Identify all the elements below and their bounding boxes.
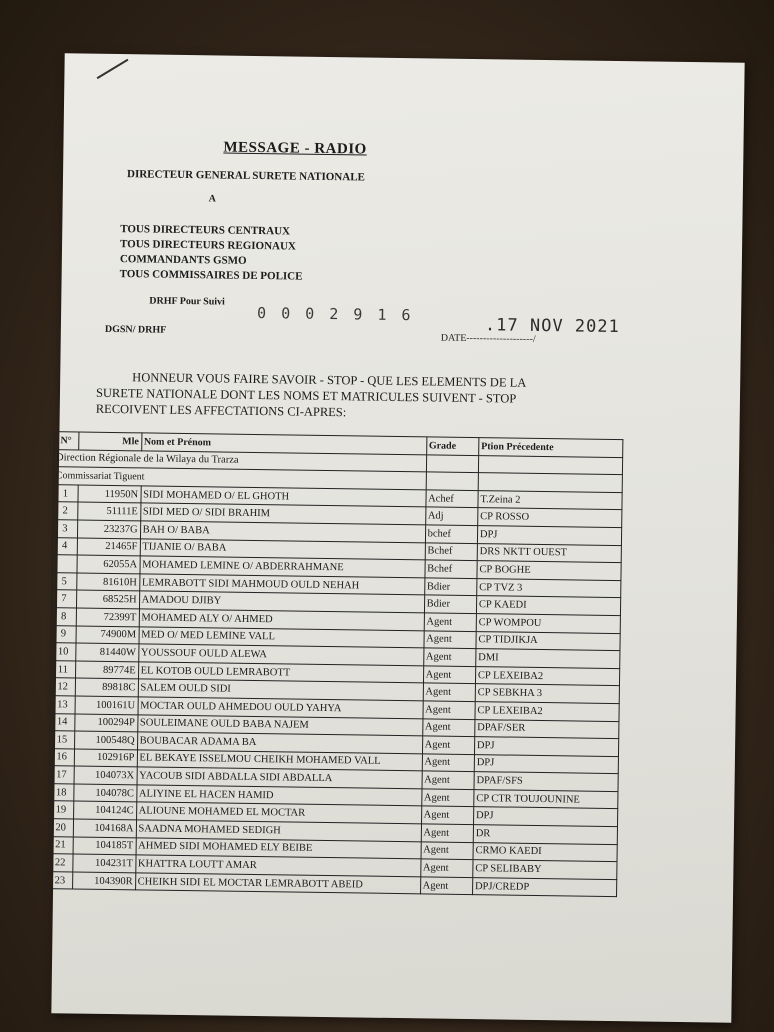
row-name: SAADNA MOHAMED SEDIGH: [136, 820, 421, 842]
row-previous-position: CP LEXEIBA2: [475, 701, 619, 721]
message-body: [96, 369, 577, 424]
row-name: BOUBACAR ADAMA BA: [137, 732, 422, 754]
reference-number: 0 0 0 2 9 1 6: [257, 304, 414, 325]
row-matricule: 72399T: [76, 608, 139, 626]
row-number: 14: [50, 713, 75, 731]
row-matricule: 23237G: [77, 520, 140, 538]
row-name: YOUSSOUF OULD ALEWA: [138, 644, 423, 666]
row-grade: Agent: [424, 613, 477, 631]
dgsn-label: DGSN/ DRHF: [104, 323, 167, 336]
row-matricule: 104168A: [73, 819, 136, 837]
row-name: AHMED SIDI MOHAMED ELY BEIBE: [136, 838, 421, 860]
row-previous-position: DPJ: [474, 754, 618, 774]
row-previous-position: DPJ: [473, 807, 617, 827]
row-grade: Bdier: [424, 595, 477, 613]
date-label: DATE--------------------/: [440, 332, 536, 345]
row-number: 22: [48, 854, 73, 872]
row-grade: Agent: [423, 683, 476, 701]
row-matricule: 104078C: [73, 784, 136, 802]
row-matricule: 100294P: [74, 714, 137, 732]
row-grade: Agent: [422, 736, 475, 754]
row-grade: Agent: [421, 842, 474, 860]
recipient: TOUS DIRECTEURS REGIONAUX: [119, 238, 296, 253]
row-matricule: 68525H: [76, 590, 139, 608]
row-previous-position: CP KAEDI: [476, 596, 620, 616]
row-previous-position: CP BOGHE: [477, 561, 621, 581]
document-page: [51, 53, 744, 1022]
row-name: SOULEIMANE OULD BABA NAJEM: [137, 714, 422, 736]
row-name: BAH O/ BABA: [140, 521, 425, 543]
row-matricule: 102916P: [74, 749, 137, 767]
body-line: SURETE NATIONALE DONT LES NOMS ET MATRICULES SUIVENT - STOP: [95, 385, 517, 406]
row-number: 9: [51, 625, 76, 643]
row-previous-position: CP LEXEIBA2: [475, 666, 619, 686]
row-previous-position: CRMO KAEDI: [473, 842, 617, 862]
row-previous-position: DR: [473, 825, 617, 845]
empty-cell: [478, 473, 622, 493]
pen-mark: [97, 59, 129, 79]
empty-cell: [426, 454, 479, 472]
row-previous-position: CP CTR TOUJOUNINE: [474, 789, 618, 809]
row-grade: Adj: [425, 507, 478, 525]
row-name: LEMRABOTT SIDI MAHMOUD OULD NEHAH: [139, 574, 424, 596]
row-name: CHEIKH SIDI EL MOCTAR LEMRABOTT ABEID: [135, 873, 420, 895]
section-label: Direction Régionale de la Wilaya du Trarza: [53, 449, 426, 472]
row-name: MOCTAR OULD AHMEDOU OULD YAHYA: [138, 697, 423, 719]
row-grade: Agent: [421, 789, 474, 807]
header-no: N°: [54, 432, 79, 450]
row-name: KHATTRA LOUTT AMAR: [135, 855, 420, 877]
row-grade: Bchef: [425, 542, 478, 560]
header-name: Nom et Prénom: [141, 433, 426, 455]
table-body: [48, 449, 623, 897]
row-grade: Agent: [422, 718, 475, 736]
recipient: TOUS DIRECTEURS CENTRAUX: [120, 223, 291, 238]
row-number: 1: [53, 484, 78, 502]
row-name: MED O/ MED LEMINE VALL: [139, 626, 424, 648]
row-grade: Agent: [423, 648, 476, 666]
row-matricule: 104231T: [72, 854, 135, 872]
row-number: [52, 555, 77, 573]
row-previous-position: CP TVZ 3: [477, 578, 621, 598]
sender: DIRECTEUR GENERAL SURETE NATIONALE: [126, 168, 365, 184]
row-grade: Agent: [420, 877, 473, 895]
row-previous-position: CP TIDJIKJA: [476, 631, 620, 651]
row-number: 13: [50, 696, 75, 714]
row-grade: Agent: [423, 666, 476, 684]
row-number: 3: [52, 520, 77, 538]
to-marker: A: [208, 193, 217, 205]
row-matricule: 81610H: [76, 573, 139, 591]
row-number: 17: [49, 766, 74, 784]
row-name: SIDI MED O/ SIDI BRAHIM: [140, 503, 425, 525]
row-matricule: 100161U: [75, 696, 138, 714]
row-previous-position: CP SEBKHA 3: [475, 684, 619, 704]
header-position: Ption Précedente: [479, 438, 623, 458]
row-number: 15: [50, 731, 75, 749]
row-name: EL KOTOB OULD LEMRABOTT: [138, 662, 423, 684]
row-matricule: 11950N: [78, 485, 141, 503]
row-previous-position: DPJ/CREDP: [472, 877, 616, 897]
row-number: 8: [51, 608, 76, 626]
row-grade: bchef: [425, 525, 478, 543]
row-grade: Agent: [422, 771, 475, 789]
row-number: 5: [52, 572, 77, 590]
row-name: SIDI MOHAMED O/ EL GHOTH: [140, 486, 425, 508]
body-line: HONNEUR VOUS FAIRE SAVOIR - STOP - QUE LES ELEMENTS DE LA: [132, 370, 527, 390]
header-mle: Mle: [78, 432, 141, 450]
row-matricule: 100548Q: [74, 731, 137, 749]
row-number: 2: [53, 502, 78, 520]
assignments-table: [47, 431, 623, 897]
row-name: MOHAMED ALY O/ AHMED: [139, 609, 424, 631]
row-number: 7: [51, 590, 76, 608]
row-name: AMADOU DJIBY: [139, 591, 424, 613]
row-number: 19: [49, 801, 74, 819]
row-grade: Agent: [423, 701, 476, 719]
recipient: TOUS COMMISSAIRES DE POLICE: [119, 268, 303, 283]
row-name: EL BEKAYE ISSELMOU CHEIKH MOHAMED VALL: [137, 750, 422, 772]
row-previous-position: CP SELIBABY: [473, 860, 617, 880]
date-stamp: .17 NOV 2021: [484, 315, 620, 338]
row-grade: Bchef: [425, 560, 478, 578]
row-name: MOHAMED LEMINE O/ ABDERRAHMANE: [140, 556, 425, 578]
row-previous-position: DPJ: [474, 737, 618, 757]
row-number: 18: [49, 784, 74, 802]
row-grade: Agent: [422, 754, 475, 772]
recipients-list: [120, 222, 304, 285]
row-matricule: 81440W: [75, 643, 138, 661]
drhf-label: DRHF Pour Suivi: [149, 295, 225, 308]
row-previous-position: DMI: [476, 649, 620, 669]
empty-cell: [426, 472, 479, 490]
row-matricule: 104390R: [72, 872, 135, 890]
row-grade: Agent: [420, 859, 473, 877]
row-number: 21: [48, 836, 73, 854]
row-previous-position: DPAF/SER: [475, 719, 619, 739]
row-name: SALEM OULD SIDI: [138, 679, 423, 701]
row-matricule: 104185T: [73, 837, 136, 855]
row-number: 11: [51, 660, 76, 678]
body-line: RECOIVENT LES AFFECTATIONS CI-APRES:: [95, 401, 347, 420]
row-matricule: 21465F: [77, 538, 140, 556]
row-previous-position: DRS NKTT OUEST: [477, 543, 621, 563]
row-number: 12: [50, 678, 75, 696]
row-number: 16: [49, 748, 74, 766]
row-grade: Achef: [425, 490, 478, 508]
document-title: MESSAGE - RADIO: [223, 139, 367, 158]
row-matricule: 104124C: [73, 801, 136, 819]
row-name: ALIOUNE MOHAMED EL MOCTAR: [136, 802, 421, 824]
row-name: YACOUB SIDI ABDALLA SIDI ABDALLA: [137, 767, 422, 789]
row-grade: Agent: [421, 806, 474, 824]
row-number: 10: [51, 643, 76, 661]
subsection-label: Commissariat Tiguent: [53, 467, 426, 490]
row-matricule: 74900M: [76, 626, 139, 644]
row-previous-position: CP WOMPOU: [476, 614, 620, 634]
row-number: 4: [52, 537, 77, 555]
row-number: 20: [48, 819, 73, 837]
row-matricule: 62055A: [77, 555, 140, 573]
row-grade: Agent: [421, 824, 474, 842]
row-grade: Bdier: [424, 578, 477, 596]
recipient: COMMANDANTS GSMO: [119, 253, 247, 267]
row-name: ALIYINE EL HACEN HAMID: [136, 785, 421, 807]
empty-cell: [478, 455, 622, 475]
row-previous-position: DPAF/SFS: [474, 772, 618, 792]
row-matricule: 89818C: [75, 678, 138, 696]
row-previous-position: T.Zeina 2: [478, 490, 622, 510]
row-previous-position: CP ROSSO: [478, 508, 622, 528]
row-previous-position: DPJ: [477, 526, 621, 546]
row-matricule: 89774E: [75, 661, 138, 679]
row-matricule: 51111E: [77, 502, 140, 520]
row-name: TIJANIE O/ BABA: [140, 538, 425, 560]
row-matricule: 104073X: [74, 766, 137, 784]
row-number: 23: [48, 871, 73, 889]
header-grade: Grade: [426, 437, 479, 455]
row-grade: Agent: [424, 630, 477, 648]
